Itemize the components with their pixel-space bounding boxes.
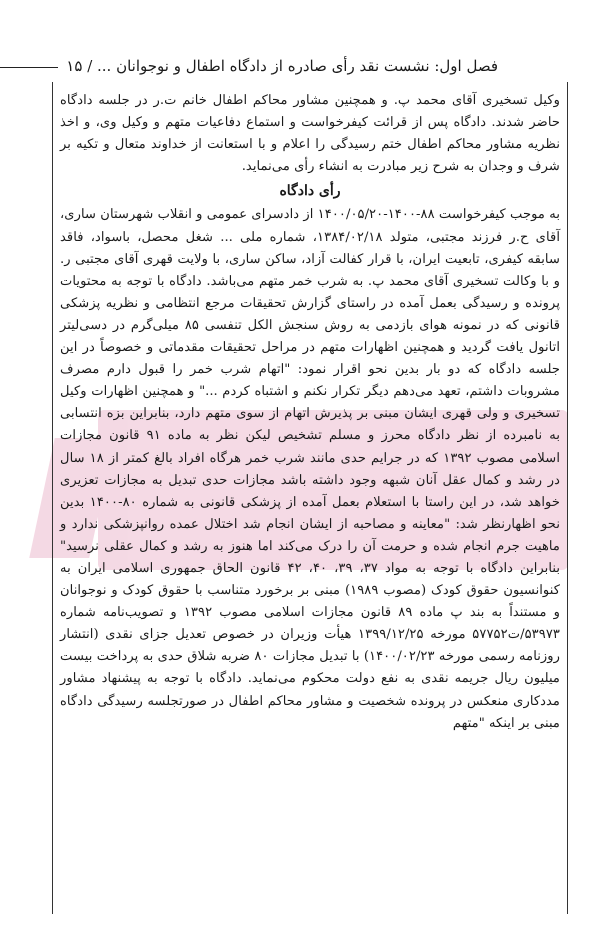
section-heading: رأی دادگاه xyxy=(279,183,341,200)
header-text: فصل اول: نشست نقد رأی صادره از دادگاه اطفال و نوجوانان ... / ۱۵ xyxy=(66,57,498,75)
page-header xyxy=(66,56,498,76)
verdict-paragraph: به موجب کیفرخواست ۸۸-۱۴۰۰-۱۴۰۰/۰۵/۲۰ از دادسرای عمومی و انقلاب شهرستان ساری، آقای ح.ر فرزند مجتبی، متولد ۱۳۸۴/۰۲/۱۸، شماره ملی ... شغل محصل، باسواد، فاقد سابقه کیفری، تابعیت ایران، با قرار کفالت آزاد، ساکن ساری، با ولایت قهری آقای مجتبی ر. و با وکالت تسخیری آقای محمد پ. به شرب خمر متهم می‌باشد. دادگاه با توجه به محتویات پرونده و رسیدگی بعمل آمده در راستای گزارش تحقیقات مرجع انتظامی و نظریه پزشکی قانونی که در نمونه هوای بازدمی به روش سنجش الکل تنفسی ۸۵ میلی‌گرم در دسی‌لیتر اتانول یافت گردید و همچنین اظهارات متهم در مراحل تحقیقات مقدماتی و خصوصاً در این جلسه دادگاه که دو بار بدین نحو اقرار نمود: "اتهام شرب خمر را قبول دارم مصرف مشروبات داشتم، تعهد می‌دهم دیگر تکرار نکنم و اشتباه کردم ..." و همچنین اظهارات وکیل تسخیری و ولی قهری ایشان مبنی بر پذیرش اتهام از سوی متهم دارد، بنابراین بزه انتسابی به نامبرده از نظر دادگاه محرز و مسلم تشخیص لیکن نظر به ماده ۹۱ قانون مجازات اسلامی مصوب ۱۳۹۲ که در جرایم حدی مانند شرب خمر هرگاه افراد بالغ کمتر از ۱۸ سال در رشد و کمال عقل آنان شبهه وجود داشته باشد مجازات حدی تبدیل به مجازات تعزیری خواهد شد، در این راستا با استعلام بعمل آمده از پزشکی قانونی به شماره ۸۰-۱۴۰۰ بدین نحو اظهارنظر شد: "معاینه و مصاحبه از ایشان انجام شد اختلال عمده روانپزشکی ندارد و ماهیت جرم انجام شده و حرمت آن را درک می‌کند اما هنوز به رشد و کمال عقلی نرسید" بنابراین دادگاه با توجه به مواد ۳۷، ۳۹، ۴۰، ۴۲ قانون الحاق جمهوری اسلامی ایران به کنوانسیون حقوق کودک (مصوب ۱۹۸۹) مبنی بر برخورد متناسب با حقوق کودک و نوجوانان و مستنداً به بند پ ماده ۸۹ قانون مجازات اسلامی مصوب ۱۳۹۲ و تصویب‌نامه شماره ۵۳۹۷۳/ت۵۷۷۵۲ مورخه ۱۳۹۹/۱۲/۲۵ هیأت وزیران در خصوص تعدیل جزای نقدی (انتشار روزنامه رسمی مورخه ۱۴۰۰/۰۲/۲۳) با تبدیل مجازات ۸۰ ضربه شلاق حدی به پرداخت بیست میلیون ریال جریمه نقدی به نفع دولت محکوم می‌نماید. دادگاه با توجه به پیشنهاد مشاور مددکاری منعکس در پرونده شخصیت و مشاور محاکم اطفال در صورتجلسه رسیدگی دادگاه مبنی بر اینکه "متهم xyxy=(60,207,561,731)
body-text xyxy=(60,90,560,735)
intro-paragraph: وکیل تسخیری آقای محمد پ. و همچنین مشاور محاکم اطفال خانم ت.ر در جلسه دادگاه حاضر شدند. دادگاه پس از قرائت کیفرخواست و استماع دفاعیات متهم و وکیل وی، و اخذ نظریه مشاور محاکم اطفال ختم رسیدگی را اعلام و با استعانت از خداوند متعال و تکیه بر شرف و وجدان به شرح زیر مبادرت به انشاء رأی می‌نماید. xyxy=(60,93,560,175)
header-rule xyxy=(0,67,58,68)
